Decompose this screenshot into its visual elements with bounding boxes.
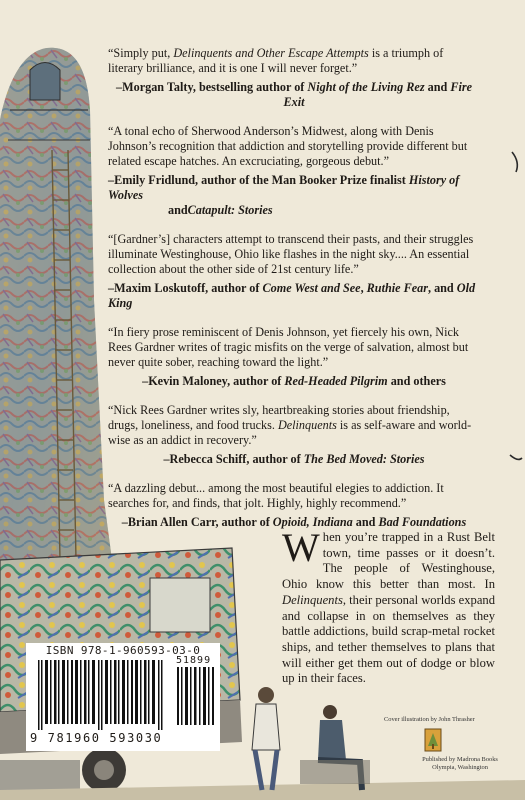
synopsis-text: , their personal worlds expand and collapse in on themselves as they battle addictions, build scrap-metal rocket ships, and tether themselves to plans that will either get them out of dodge or blow up in their faces. xyxy=(282,592,496,686)
price-barcode-bars-icon xyxy=(176,665,216,725)
quote-text: is a triumph of literary brilliance, and it is one I will never forget.” xyxy=(108,46,444,75)
blurb-loskutoff xyxy=(108,232,480,311)
isbn-text: ISBN 978-1-960593-03-0 xyxy=(45,644,201,657)
attribution-text: and xyxy=(424,80,451,94)
attribution-text: and others xyxy=(387,374,446,388)
publisher-location: Olympia, Washington xyxy=(432,764,488,771)
attribution-title: The Bed Moved: Stories xyxy=(303,452,425,466)
blurb-attribution xyxy=(108,80,480,110)
attribution-text: , and xyxy=(427,281,457,295)
synopsis-text: hen you’re trapped in a Rust Belt town, time passes or it doesn’t. The people of Westinghouse, Ohio know this better than most. In xyxy=(282,530,495,592)
blurb-quote xyxy=(108,46,480,76)
attribution-title: Bad Foundations xyxy=(378,515,467,529)
blurb-quote: “[Gardner’s] characters attempt to transcend their pasts, and their struggles illuminate Westinghouse, Ohio like flashes in the night sky.... An essential collection about the other side of 21st century life.” xyxy=(108,232,474,276)
attribution-title: Ruthie Fear xyxy=(366,281,428,295)
price-code: 51899 xyxy=(176,655,212,666)
blurb-attribution xyxy=(108,374,480,389)
quote-text: is as self-aware and world-wise as an addict in recovery.” xyxy=(108,418,472,447)
attribution-title: Opioid, Indiana xyxy=(272,515,353,529)
attribution-text: –Emily Fridlund, author of the Man Booker Prize finalist xyxy=(108,173,409,187)
attribution-title: Night of the Living Rez xyxy=(307,80,425,94)
blurbs xyxy=(108,46,480,544)
attribution-text: , xyxy=(360,281,367,295)
attribution-text: –Brian Allen Carr, author of xyxy=(121,515,273,529)
blurb-attribution xyxy=(108,173,480,218)
attribution-title: Fire Exit xyxy=(283,80,472,109)
blurb-carr xyxy=(108,481,480,530)
blurb-talty xyxy=(108,46,480,110)
blurb-quote: “A tonal echo of Sherwood Anderson’s Midwest, along with Denis Johnson’s recognition that addiction and storytelling provide different but related escape hatches. An excruciating, gorgeous debut.” xyxy=(108,124,468,168)
blurb-attribution xyxy=(108,281,480,311)
blurb-quote: “A dazzling debut... among the most beautiful elegies to addiction. It searches for, and finds, that jolt. Highly, highly recommend.” xyxy=(108,481,444,510)
attribution-text: –Morgan Talty, bestselling author of xyxy=(116,80,308,94)
quote-title: Delinquents xyxy=(277,418,337,432)
blurb-maloney xyxy=(108,325,480,389)
attribution-title: Red-Headed Pilgrim xyxy=(284,374,388,388)
attribution-title: Come West and See xyxy=(262,281,361,295)
barcode-bars-icon xyxy=(32,660,172,730)
blurb-attribution xyxy=(108,452,480,467)
quote-text: “Simply put, xyxy=(108,46,174,60)
attribution-text: –Kevin Maloney, author of xyxy=(142,374,285,388)
quote-text: “Nick Rees Gardner writes sly, heartbreaking stories about friendship, drugs, loneliness, and food trucks. xyxy=(108,403,450,432)
barcode-digits: 9 781960 593030 xyxy=(30,731,163,745)
synopsis xyxy=(282,525,496,687)
attribution-title: History of Wolves xyxy=(108,173,460,202)
blurb-schiff xyxy=(108,403,480,467)
attribution-title: Catapult: Stories xyxy=(187,203,273,217)
attribution-text: and xyxy=(168,203,188,217)
publisher-name: Published by Madrona Books xyxy=(422,756,498,763)
blurb-fridlund xyxy=(108,124,480,218)
publisher-info xyxy=(400,756,520,772)
attribution-title: Old King xyxy=(108,281,476,310)
publisher-logo-icon xyxy=(424,728,442,752)
attribution-text: –Rebecca Schiff, author of xyxy=(163,452,304,466)
illustration-credit: Cover illustration by John Thrasher xyxy=(384,716,475,723)
blurb-quote: “In fiery prose reminiscent of Denis Johnson, yet fiercely his own, Nick Rees Gardner writes of tragic misfits on the verge of salvation, almost but never quite sober, reaching toward the light.” xyxy=(108,325,469,369)
attribution-text: –Maxim Loskutoff, author of xyxy=(108,281,263,295)
attribution-text: and xyxy=(352,515,379,529)
blurb-quote xyxy=(108,403,480,448)
quote-title: Delinquents and Other Escape Attempts xyxy=(173,46,369,60)
synopsis-title: Delinquents xyxy=(282,592,343,607)
isbn-barcode xyxy=(26,643,220,751)
drop-cap: W xyxy=(282,525,320,570)
